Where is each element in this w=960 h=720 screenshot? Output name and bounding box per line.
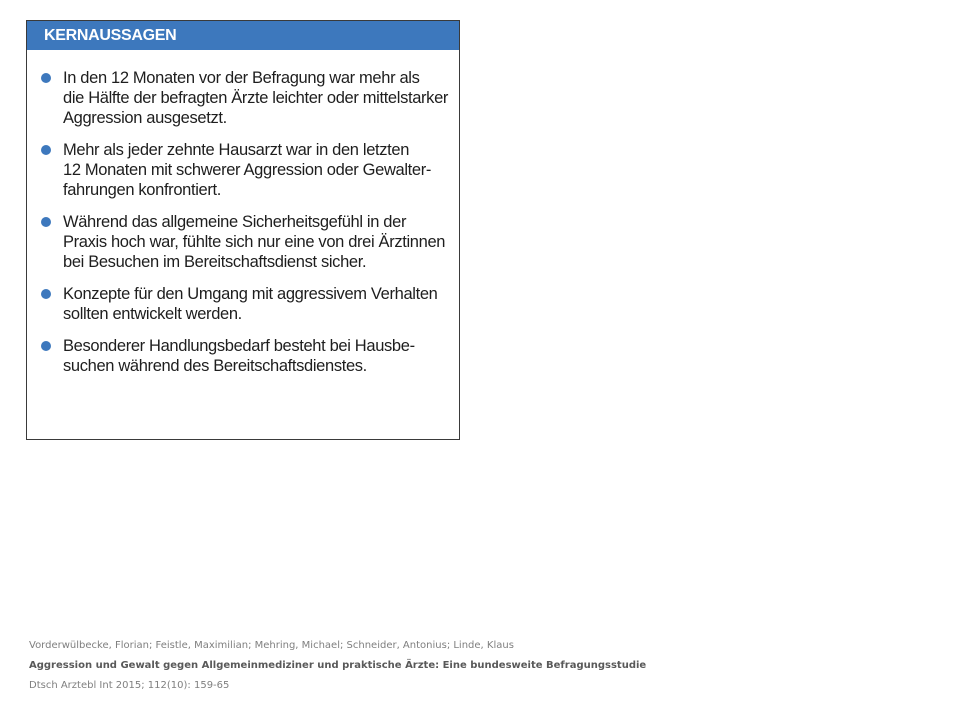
point-line: Aggression ausgesetzt. (63, 109, 227, 127)
point-line: Während das allgemeine Sicherheitsgefühl in der (63, 213, 407, 231)
bullet-icon (41, 289, 51, 299)
point-line: suchen während des Bereitschaftsdienstes. (63, 357, 367, 375)
point-line: In den 12 Monaten vor der Befragung war mehr als (63, 69, 420, 87)
list-item (41, 284, 451, 324)
point-line: die Hälfte der befragten Ärzte leichter oder mittelstarker (63, 89, 449, 107)
list-item (41, 336, 451, 376)
point-line: fahrungen konfrontiert. (63, 181, 221, 199)
point-line: Besonderer Handlungsbedarf besteht bei Hausbe- (63, 337, 415, 355)
point-line: bei Besuchen im Bereitschaftsdienst sicher. (63, 253, 367, 271)
bullet-icon (41, 341, 51, 351)
bullet-icon (41, 217, 51, 227)
list-item (41, 68, 451, 128)
citation (29, 636, 646, 696)
point-line: Mehr als jeder zehnte Hausarzt war in den letzten (63, 141, 410, 159)
list-item (41, 212, 451, 272)
bullet-icon (41, 145, 51, 155)
list-item (41, 140, 451, 200)
point-line: Praxis hoch war, fühlte sich nur eine von drei Ärztinnen (63, 233, 446, 251)
citation-title: Aggression und Gewalt gegen Allgemeinmediziner und praktische Ärzte: Eine bundesweite Befragungsstudie (29, 660, 647, 671)
citation-journal: Dtsch Arztebl Int 2015; 112(10): 159-65 (29, 680, 230, 691)
key-messages-box (26, 20, 460, 440)
point-line: sollten entwickelt werden. (63, 305, 242, 323)
citation-authors: Vorderwülbecke, Florian; Feistle, Maximilian; Mehring, Michael; Schneider, Antonius; Linde, Klaus (29, 640, 514, 651)
point-line: Konzepte für den Umgang mit aggressivem Verhalten (63, 285, 438, 303)
point-line: 12 Monaten mit schwerer Aggression oder Gewalter- (63, 161, 432, 179)
bullet-icon (41, 73, 51, 83)
key-messages-list (41, 68, 451, 388)
box-header: KERNAUSSAGEN (27, 21, 459, 50)
